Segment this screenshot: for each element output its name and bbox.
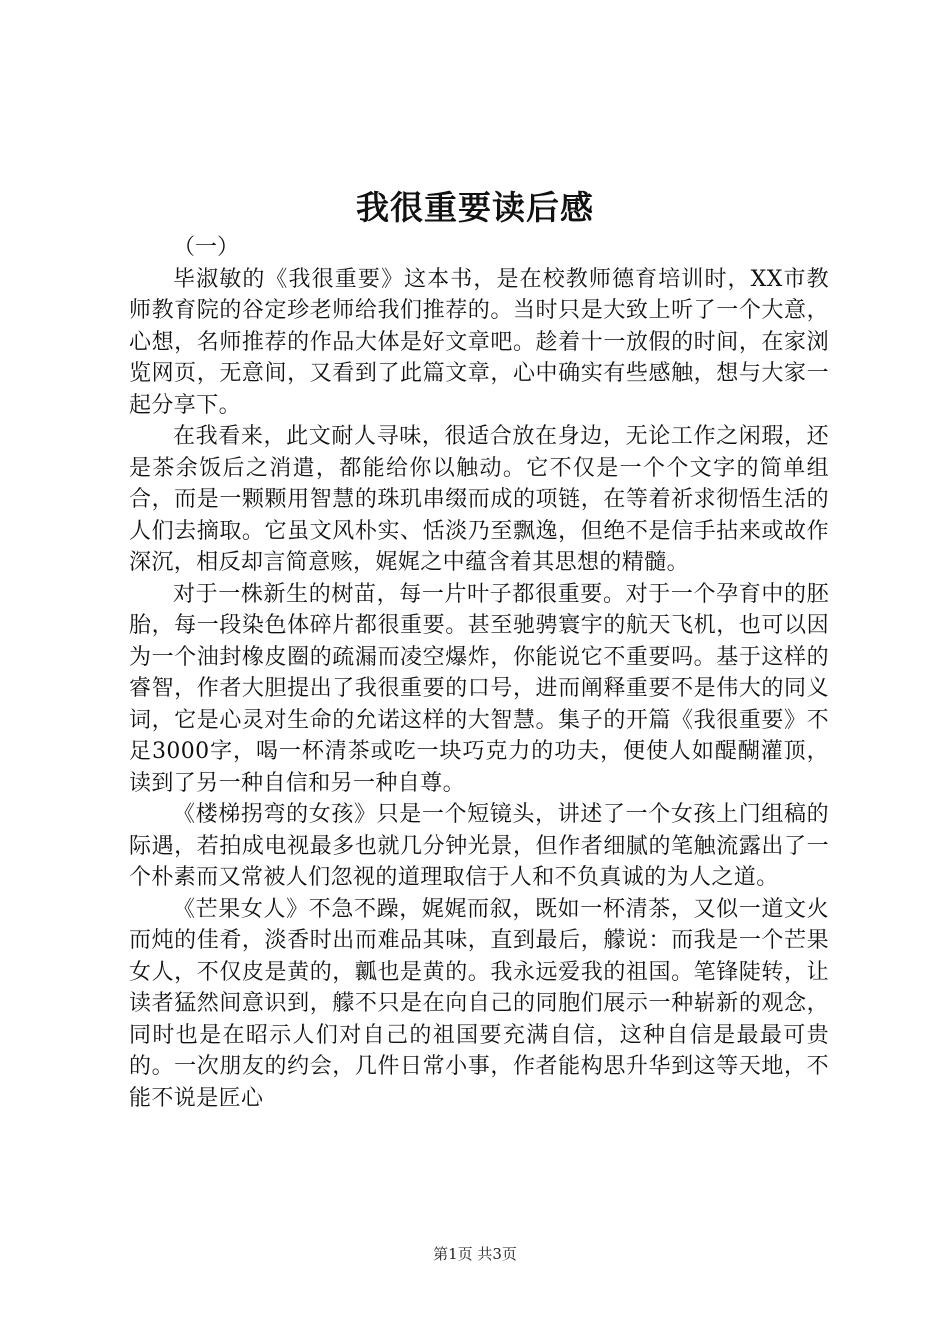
paragraph: 对于一株新生的树苗，每一片叶子都很重要。对于一个孕育中的胚胎，每一段染色体碎片都很重要。甚至驰骋寰宇的航天飞机，也可以因为一个油封橡皮圈的疏漏而凌空爆炸，你能说它不重要吗。基于这样的睿智，作者大胆提出了我很重要的口号，进而阐释重要不是伟大的同义词，它是心灵对生命的允诺这样的大智慧。集子的开篇《我很重要》不足3000字，喝一杯清茶或吃一块巧克力的功夫，便使人如醍醐灌顶，读到了另一种自信和另一种自尊。 xyxy=(129,581,829,796)
paragraph: 毕淑敏的《我很重要》这本书，是在校教师德育培训时，XX市教师教育院的谷定珍老师给我们推荐的。当时只是大致上听了一个大意，心想，名师推荐的作品大体是好文章吧。趁着十一放假的时间，在家浏览网页，无意间，又看到了此篇文章，心中确实有些感触，想与大家一起分享下。 xyxy=(129,266,829,418)
document-body xyxy=(129,232,829,1114)
paragraph: 在我看来，此文耐人寻味，很适合放在身边，无论工作之闲瑕，还是茶余饭后之消遣，都能给你以触动。它不仅是一个个文字的简单组合，而是一颗颗用智慧的珠玑串缀而成的项链，在等着祈求彻悟生活的人们去摘取。它虽文风朴实、恬淡乃至飘逸，但绝不是信手拈来或故作深沉，相反却言简意赅，娓娓之中蕴含着其思想的精髓。 xyxy=(129,424,829,575)
page-footer: 第1页 共3页 xyxy=(433,1245,517,1263)
section-marker: （一） xyxy=(173,235,240,260)
paragraph: 《芒果女人》不急不躁，娓娓而叙，既如一杯清茶，又似一道文火而炖的佳肴，淡香时出而难品其味，直到最后，艨说：而我是一个芒果女人，不仅皮是黄的，瓤也是黄的。我永远爱我的祖国。笔锋陡转，让读者猛然间意识到，艨不只是在向自己的同胞们展示一种崭新的观念，同时也是在昭示人们对自己的祖国要充满自信，这种自信是最最可贵的。一次朋友的约会，几件日常小事，作者能构思升华到这等天地，不能不说是匠心 xyxy=(129,896,829,1111)
paragraph: 《楼梯拐弯的女孩》只是一个短镜头，讲述了一个女孩上门组稿的际遇，若拍成电视最多也就几分钟光景，但作者细腻的笔触流露出了一个朴素而又常被人们忽视的道理取信于人和不负真诚的为人之道。 xyxy=(129,802,829,890)
document-title: 我很重要读后感 xyxy=(356,188,594,227)
